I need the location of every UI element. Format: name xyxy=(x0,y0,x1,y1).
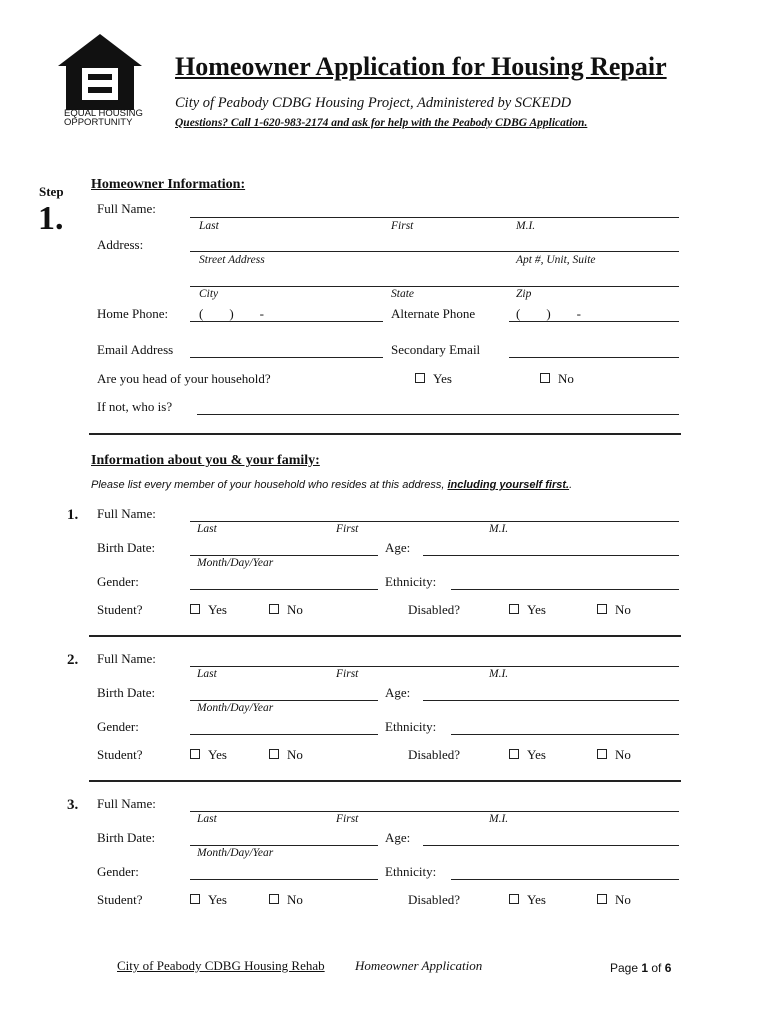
member-gender-label: Gender: xyxy=(97,719,139,734)
zip-sub: Zip xyxy=(516,288,532,300)
head-no-checkbox[interactable] xyxy=(540,373,550,383)
instruction-end: . xyxy=(569,479,573,491)
member-full-name-label: Full Name: xyxy=(97,506,156,521)
member-disabled-no-label: No xyxy=(615,892,631,907)
page-total: 6 xyxy=(664,961,672,975)
member-disabled-no-option[interactable] xyxy=(597,602,631,618)
alt-phone-label: Alternate Phone xyxy=(391,306,476,321)
instruction-emphasis: including yourself first. xyxy=(447,479,570,491)
member-gender-field[interactable] xyxy=(190,589,378,590)
member-mi-sub: M.I. xyxy=(489,523,509,535)
page-subtitle: City of Peabody CDBG Housing Project, Administered by SCKEDD xyxy=(175,95,572,111)
step-label: Step xyxy=(39,184,64,199)
member-gender-field[interactable] xyxy=(190,879,378,880)
full-name-field[interactable] xyxy=(190,217,679,218)
member-student-yes-option[interactable] xyxy=(190,602,227,618)
member-first-sub: First xyxy=(336,813,359,825)
member-student-label: Student? xyxy=(97,747,143,762)
member-age-field[interactable] xyxy=(423,700,679,701)
member-disabled-yes-checkbox[interactable] xyxy=(509,749,519,759)
city-state-zip-field[interactable] xyxy=(190,286,679,287)
member-student-label: Student? xyxy=(97,602,143,617)
page-number xyxy=(610,961,671,975)
member-disabled-yes-checkbox[interactable] xyxy=(509,894,519,904)
member-student-yes-checkbox[interactable] xyxy=(190,604,200,614)
member-mi-sub: M.I. xyxy=(489,668,509,680)
member-first-sub: First xyxy=(336,668,359,680)
footer-left: City of Peabody CDBG Housing Rehab xyxy=(117,958,325,973)
member-ethnicity-field[interactable] xyxy=(451,589,679,590)
member-number: 3. xyxy=(67,797,79,813)
member-disabled-no-option[interactable] xyxy=(597,892,631,908)
member-ethnicity-label: Ethnicity: xyxy=(385,574,437,589)
member-last-sub: Last xyxy=(197,668,217,680)
member-ethnicity-field[interactable] xyxy=(451,879,679,880)
member-student-no-checkbox[interactable] xyxy=(269,894,279,904)
state-sub: State xyxy=(391,288,414,300)
home-phone-field[interactable] xyxy=(190,321,383,322)
street-address-field[interactable] xyxy=(190,251,679,252)
city-sub: City xyxy=(199,288,219,300)
homeowner-heading: Homeowner Information: xyxy=(91,177,246,192)
page-pre: Page xyxy=(610,961,642,975)
head-of-household-question: Are you head of your household? xyxy=(97,371,271,386)
member-disabled-yes-checkbox[interactable] xyxy=(509,604,519,614)
full-name-label: Full Name: xyxy=(97,201,156,216)
member-last-sub: Last xyxy=(197,813,217,825)
member-birth-date-field[interactable] xyxy=(190,845,378,846)
member-student-no-checkbox[interactable] xyxy=(269,749,279,759)
member-disabled-no-checkbox[interactable] xyxy=(597,604,607,614)
member-divider xyxy=(89,635,681,637)
member-full-name-field[interactable] xyxy=(190,666,679,667)
member-student-yes-label: Yes xyxy=(208,602,227,617)
member-ethnicity-label: Ethnicity: xyxy=(385,864,437,879)
member-full-name-label: Full Name: xyxy=(97,796,156,811)
home-phone-label: Home Phone: xyxy=(97,306,169,321)
member-divider xyxy=(89,780,681,782)
house-icon xyxy=(56,32,144,112)
logo-text-1: EQUAL HOUSING xyxy=(64,108,143,119)
member-student-no-option[interactable] xyxy=(269,602,303,618)
head-no-label: No xyxy=(558,371,574,386)
name-sub-last: Last xyxy=(199,220,219,232)
member-full-name-field[interactable] xyxy=(190,521,679,522)
if-not-field[interactable] xyxy=(197,414,679,415)
member-age-label: Age: xyxy=(385,685,411,700)
family-instruction xyxy=(91,479,572,491)
secondary-email-label: Secondary Email xyxy=(391,342,481,357)
member-age-label: Age: xyxy=(385,830,411,845)
member-disabled-no-option[interactable] xyxy=(597,747,631,763)
member-disabled-label: Disabled? xyxy=(408,747,460,762)
alt-phone-field[interactable] xyxy=(509,321,679,322)
member-student-no-checkbox[interactable] xyxy=(269,604,279,614)
footer-middle: Homeowner Application xyxy=(355,958,483,973)
head-no-option[interactable] xyxy=(540,371,574,387)
member-student-no-option[interactable] xyxy=(269,892,303,908)
secondary-email-field[interactable] xyxy=(509,357,679,358)
member-date-sub: Month/Day/Year xyxy=(197,847,274,859)
member-student-no-label: No xyxy=(287,747,303,762)
member-date-sub: Month/Day/Year xyxy=(197,702,274,714)
member-student-yes-checkbox[interactable] xyxy=(190,749,200,759)
member-birth-date-label: Birth Date: xyxy=(97,830,156,845)
member-number: 2. xyxy=(67,652,79,668)
member-number: 1. xyxy=(67,507,79,523)
member-birth-date-label: Birth Date: xyxy=(97,540,156,555)
member-date-sub: Month/Day/Year xyxy=(197,557,274,569)
member-disabled-yes-label: Yes xyxy=(527,892,546,907)
member-birth-date-label: Birth Date: xyxy=(97,685,156,700)
member-gender-field[interactable] xyxy=(190,734,378,735)
page-title: Homeowner Application for Housing Repair xyxy=(175,52,667,81)
member-disabled-yes-option[interactable] xyxy=(509,747,546,763)
page-mid: of xyxy=(648,961,665,975)
member-student-no-label: No xyxy=(287,602,303,617)
member-age-field[interactable] xyxy=(423,555,679,556)
member-gender-label: Gender: xyxy=(97,574,139,589)
member-age-field[interactable] xyxy=(423,845,679,846)
member-age-label: Age: xyxy=(385,540,411,555)
member-ethnicity-label: Ethnicity: xyxy=(385,719,437,734)
alt-phone-placeholder: ( ) - xyxy=(516,306,581,321)
head-yes-label: Yes xyxy=(433,371,452,386)
member-student-yes-checkbox[interactable] xyxy=(190,894,200,904)
member-disabled-no-label: No xyxy=(615,602,631,617)
equal-housing-logo xyxy=(56,32,144,128)
member-disabled-yes-label: Yes xyxy=(527,602,546,617)
member-birth-date-field[interactable] xyxy=(190,555,378,556)
apt-sub: Apt #, Unit, Suite xyxy=(516,254,596,266)
member-disabled-yes-option[interactable] xyxy=(509,602,546,618)
member-student-yes-option[interactable] xyxy=(190,892,227,908)
member-gender-label: Gender: xyxy=(97,864,139,879)
member-disabled-yes-option[interactable] xyxy=(509,892,546,908)
name-sub-mi: M.I. xyxy=(516,220,536,232)
step-number: 1. xyxy=(38,200,64,237)
member-student-label: Student? xyxy=(97,892,143,907)
member-student-yes-option[interactable] xyxy=(190,747,227,763)
member-student-yes-label: Yes xyxy=(208,747,227,762)
member-birth-date-field[interactable] xyxy=(190,700,378,701)
member-full-name-field[interactable] xyxy=(190,811,679,812)
member-disabled-yes-label: Yes xyxy=(527,747,546,762)
email-field[interactable] xyxy=(190,357,383,358)
member-mi-sub: M.I. xyxy=(489,813,509,825)
email-label: Email Address xyxy=(97,342,174,357)
member-disabled-label: Disabled? xyxy=(408,602,460,617)
logo-text-2: OPPORTUNITY xyxy=(64,117,133,128)
member-student-no-label: No xyxy=(287,892,303,907)
questions-line: Questions? Call 1-620-983-2174 and ask for help with the Peabody CDBG Application. xyxy=(175,117,588,129)
home-phone-placeholder: ( ) - xyxy=(199,306,264,321)
member-disabled-no-label: No xyxy=(615,747,631,762)
family-heading: Information about you & your family: xyxy=(91,453,320,468)
head-yes-checkbox[interactable] xyxy=(415,373,425,383)
street-sub: Street Address xyxy=(199,254,265,266)
member-disabled-no-checkbox[interactable] xyxy=(597,894,607,904)
member-disabled-no-checkbox[interactable] xyxy=(597,749,607,759)
member-student-no-option[interactable] xyxy=(269,747,303,763)
member-ethnicity-field[interactable] xyxy=(451,734,679,735)
page-current: 1 xyxy=(641,961,649,975)
member-last-sub: Last xyxy=(197,523,217,535)
address-label: Address: xyxy=(97,237,144,252)
member-first-sub: First xyxy=(336,523,359,535)
member-disabled-label: Disabled? xyxy=(408,892,460,907)
head-yes-option[interactable] xyxy=(415,371,452,387)
section-divider xyxy=(89,433,681,435)
if-not-label: If not, who is? xyxy=(97,399,173,414)
name-sub-first: First xyxy=(391,220,414,232)
instruction-text: Please list every member of your household who resides at this address, xyxy=(91,479,448,491)
member-student-yes-label: Yes xyxy=(208,892,227,907)
member-full-name-label: Full Name: xyxy=(97,651,156,666)
